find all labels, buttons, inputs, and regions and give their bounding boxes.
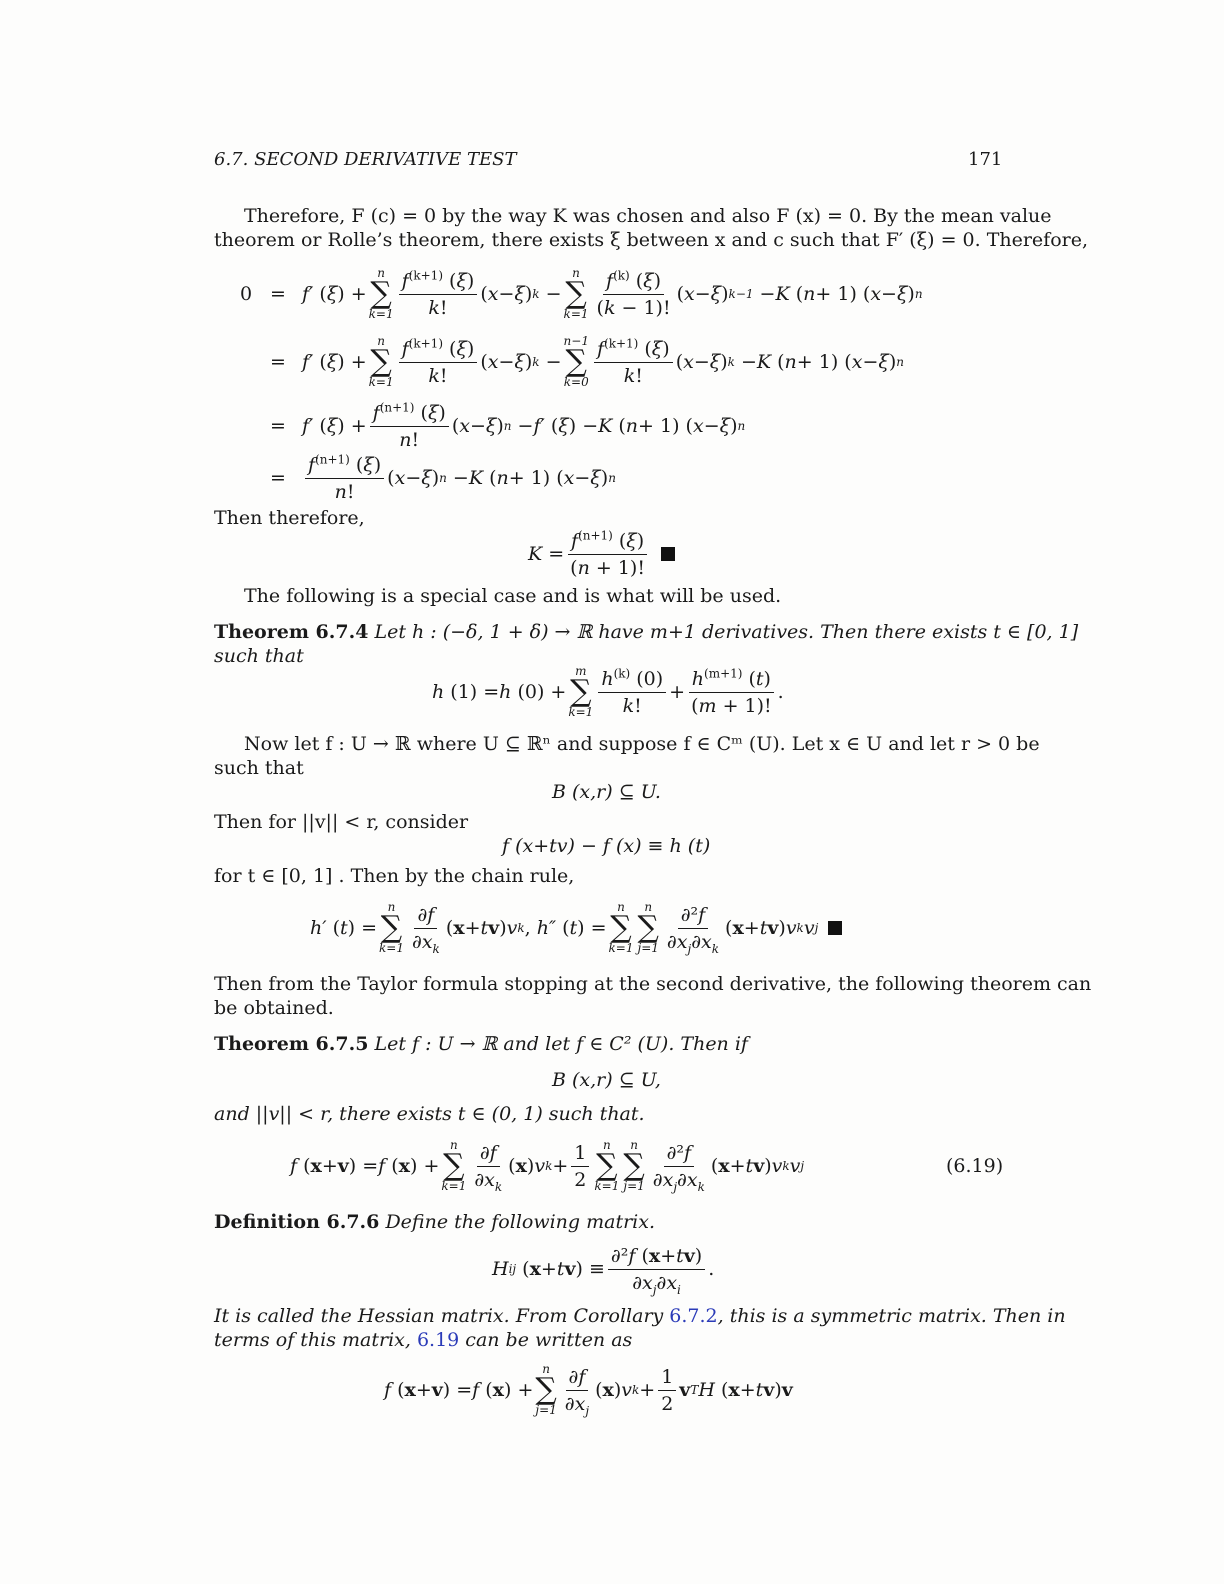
paragraph-line: theorem or Rolle’s theorem, there exists ξ between x and c such that F′ (ξ) = 0. Therefore, <box>214 229 1089 251</box>
qed-square-icon <box>661 547 675 561</box>
theorem-text: Let f : U → ℝ and let f ∈ C² (U). Then if <box>374 1033 748 1055</box>
paragraph-line: Then for ||v|| < r, consider <box>214 811 469 833</box>
definition-text: Define the following matrix. <box>385 1211 656 1233</box>
theorem-6-7-4 <box>214 620 1078 644</box>
equation-number: (6.19) <box>946 1155 1004 1177</box>
ball-inclusion: B (x,r) ⊆ U, <box>552 1069 661 1091</box>
paragraph-line: Now let f : U → ℝ where U ⊆ ℝⁿ and suppose f ∈ Cᵐ (U). Let x ∈ U and let r > 0 be <box>244 733 1040 755</box>
paragraph-line: be obtained. <box>214 997 334 1019</box>
paragraph-line: terms of this matrix, 6.19 can be written as <box>214 1329 633 1351</box>
equation-line-1: 0 = f′ ( ξ ) + n ∑ k=1 $\frac{f^{(k+1)} (\xi)}{k!}$ ( x − ξ ) k − n ∑ k=1 $\frac{f^{(k)} (\xi)}{(k - 1)!}$ ( x − ξ ) k−1 − K ( n + 1) ( x − ξ ) n <box>240 266 923 321</box>
equation-hessian: H ij ( x + t v ) ≡ $\frac{\text{∂²f (x+tv)}}{\partial x_j\partial x_i}$ . <box>492 1244 715 1297</box>
qed-square-icon <box>828 921 842 935</box>
running-header: 6.7. SECOND DERIVATIVE TEST <box>214 149 517 170</box>
ball-inclusion: B (x,r) ⊆ U. <box>552 781 661 803</box>
definition-6-7-6 <box>214 1210 655 1234</box>
theorem-text: and ||v|| < r, there exists t ∈ (0, 1) such that. <box>214 1103 645 1125</box>
paragraph-line: Then from the Taylor formula stopping at the second derivative, the following theorem can <box>214 973 1092 995</box>
equation-line-2: = f′ ( ξ ) + n ∑ k=1 $\frac{f^{(k+1)} (\xi)}{k!}$ ( x − ξ ) k − n−1 ∑ k=0 $\frac{f^{(k+1)} (\xi)}{k!}$ ( x − ξ ) k − K ( n + 1) ( x − ξ ) n <box>270 334 904 389</box>
equation-h1: h (1) = h (0) + m ∑ k=1 $\frac{h^{(k)} (0)}{k!}$ + $\frac{h^{(m+1)} (t)}{(m + 1)!}$ . <box>432 664 784 719</box>
equation-line-3: = f′ ( ξ ) + $\frac{f^{(n+1)} (\xi)}{n!}$ ( x − ξ ) n − f′ ( ξ ) − K ( n + 1) ( x − ξ ) n <box>270 400 746 451</box>
corollary-link[interactable]: 6.7.2 <box>669 1305 718 1327</box>
paragraph-line: for t ∈ [0, 1] . Then by the chain rule, <box>214 865 575 887</box>
special-case-text: The following is a special case and is what will be used. <box>244 585 782 607</box>
equation-link[interactable]: 6.19 <box>416 1329 460 1351</box>
theorem-label: Theorem 6.7.5 <box>214 1033 369 1055</box>
definition-label: Definition 6.7.6 <box>214 1211 380 1233</box>
paragraph-line: Therefore, F (c) = 0 by the way K was chosen and also F (x) = 0. By the mean value <box>244 205 1052 227</box>
paragraph-line: It is called the Hessian matrix. From Corollary 6.7.2, this is a symmetric matrix. Then in <box>214 1305 1066 1327</box>
theorem-text: such that <box>214 645 304 667</box>
page-number: 171 <box>968 149 1003 170</box>
equation-6-19: f ( x + v ) = f ( x ) + n ∑ k=1 $\frac{\partial f}{\partial x_k}$ ( x ) v k + $\frac{1}{2}$ n ∑ k=1 n ∑ j=1 $\frac{\text{∂²f}}{\partial x_j\partial x_k}$ ( x + t v ) v k v j <box>290 1138 805 1194</box>
paragraph-line: such that <box>214 757 304 779</box>
theorem-6-7-5 <box>214 1032 748 1056</box>
equation-line-4: = $\frac{f^{(n+1)} (\xi)}{n!}$ ( x − ξ ) n − K ( n + 1) ( x − ξ ) n <box>270 452 616 503</box>
h-definition: f (x+tv) − f (x) ≡ h (t) <box>502 835 711 857</box>
theorem-label: Theorem 6.7.4 <box>214 621 369 643</box>
theorem-text: Let h : (−δ, 1 + δ) → ℝ have m+1 derivatives. Then there exists t ∈ [0, 1] <box>374 621 1079 643</box>
equation-K: K = $\frac{f^{(n+1)} (\xi)}{(n + 1)!}$ <box>528 528 675 580</box>
then-therefore: Then therefore, <box>214 507 365 529</box>
equation-hessian-form: f ( x + v ) = f ( x ) + n ∑ j=1 $\frac{\partial f}{\partial x_j}$ ( x ) v k + $\frac{1}{2}$ v T H ( x + t v ) v <box>384 1362 793 1418</box>
equation-chain-rule: h′ ( t ) = n ∑ k=1 $\frac{\partial f}{\partial x_k}$ ( x + t v ) v k , h″ ( t ) = n ∑ k=1 n ∑ j=1 $\frac{\text{∂²f}}{\partial x_j\partial x_k}$ ( x + t v ) v k v j <box>310 896 842 960</box>
